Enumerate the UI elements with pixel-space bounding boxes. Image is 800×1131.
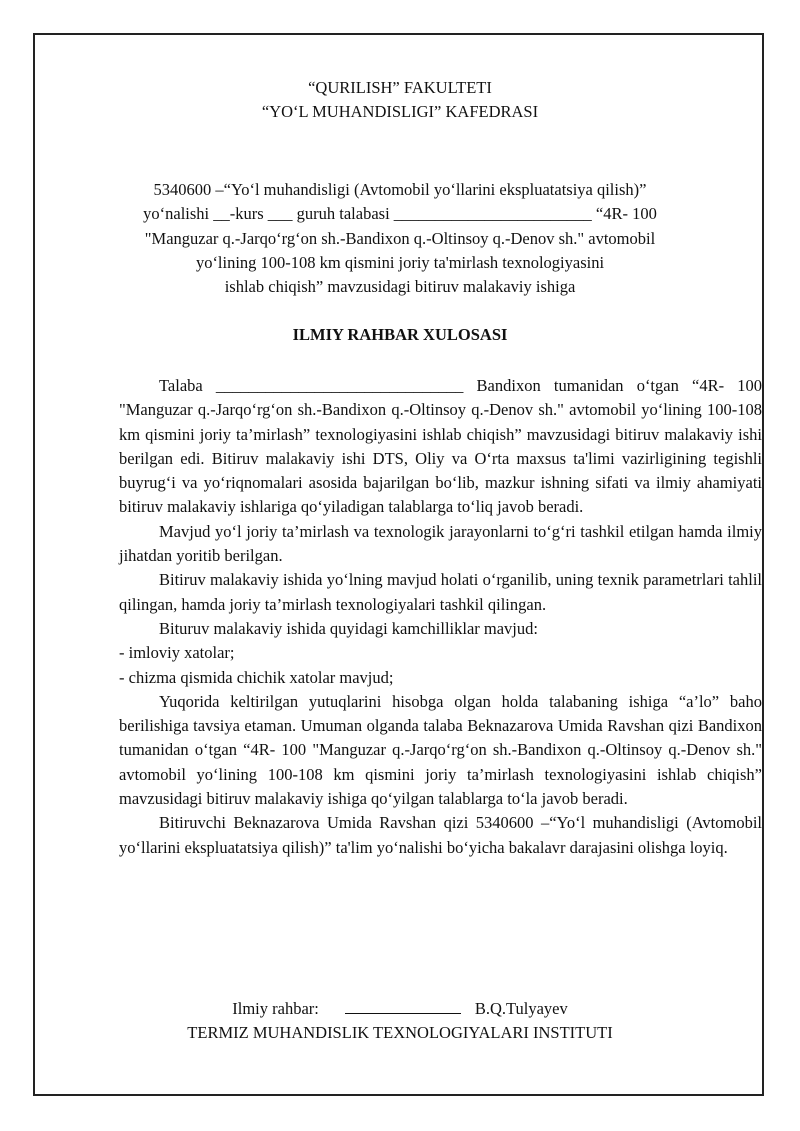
intro-line-4: yo‘lining 100-108 km qismini joriy ta'mirlash texnologiyasini — [195, 253, 605, 272]
paragraph-1: Talaba ______________________________ Bandixon tumanidan o‘tgan “4R- 100 "Manguzar q.-Jarqo‘rg‘on sh.-Bandixon q.-Oltinsoy q.-Denov sh." avtomobil yo‘lining 100-108 km qismini joriy ta’mirlash” texnologiyasini ishlab chiqish” mavzusidagi bitiruv malakaviy ishi berilgan edi. Bitiruv malakaviy ishi DTS, Oliy va O‘rta maxsus ta'limi vazirligining tegishli buyrug‘i va yo‘riqnomalari asosida bajarilgan bo‘lib, mazkur ishning sifati va ilmiy ahamiyati bitiruv malakaviy ishlariga qo‘yiladigan talablarga to‘liq javob beradi. — [119, 376, 762, 517]
paragraph-5: Yuqorida keltirilgan yutuqlarini hisobga olgan holda talabaning ishiga “a’lo” baho berilishiga tavsiya etaman. Umuman olganda talaba Beknazarova Umida Ravshan qizi Bandixon tumanidan o‘tgan “4R- 100 "Manguzar q.-Jarqo‘rg‘on sh.-Bandixon q.-Oltinsoy q.-Denov sh." avtomobil yo‘lining 100-108 km qismini joriy ta’mirlash texnologiyasini ishlab chiqish” mavzusidagi bitiruv malakaviy ishiga qo‘yilgan talablarga to‘la javob beradi. — [119, 691, 762, 809]
department-name: “YO‘L MUHANDISLIGI” KAFEDRASI — [261, 102, 539, 121]
paragraph-4: Bituruv malakaviy ishida quyidagi kamchilliklar mavjud: — [159, 618, 538, 638]
signature-name: B.Q.Tulyayev — [474, 999, 568, 1018]
faculty-name: “QURILISH” FAKULTETI — [308, 78, 492, 97]
document-title: ILMIY RAHBAR XULOSASI — [292, 325, 508, 344]
conclusion-body — [119, 374, 762, 860]
paragraph-6: Bitiruvchi Beknazarova Umida Ravshan qizi 5340600 –“Yo‘l muhandisligi (Avtomobil yo‘llarini ekspluatatsiya qilish)” ta'lim yo‘nalishi bo‘yicha bakalavr darajasini olishga loyiq. — [119, 813, 762, 857]
paragraph-3: Bitiruv malakaviy ishida yo‘lning mavjud holati o‘rganilib, uning texnik parametrlari tahlil qilingan, hamda joriy ta’mirlash texnologiyalari tashkil qilingan. — [119, 570, 762, 614]
bullet-2: - chizma qismida chichik xatolar mavjud; — [119, 667, 394, 687]
bullet-1: - imloviy xatolar; — [119, 643, 235, 663]
intro-line-3: "Manguzar q.-Jarqo‘rg‘on sh.-Bandixon q.-Oltinsoy q.-Denov sh." avtomobil — [144, 229, 656, 248]
paragraph-2: Mavjud yo‘l joriy ta’mirlash va texnologik jarayonlarni to‘g‘ri tashkil etilgan hamda ilmiy jihatdan yoritib berilgan. — [119, 521, 762, 566]
signature-block — [40, 997, 760, 1021]
institute-name: TERMIZ MUHANDISLIK TEXNOLOGIYALARI INSTITUTI — [187, 1023, 613, 1042]
intro-line-2: yo‘nalishi __-kurs ___ guruh talabasi ________________________ “4R- 100 — [143, 204, 657, 223]
intro-line-5: ishlab chiqish” mavzusidagi bitiruv malakaviy ishiga — [224, 277, 576, 296]
intro-line-1: 5340600 –“Yo‘l muhandisligi (Avtomobil yo‘llarini ekspluatatsiya qilish)” — [153, 180, 647, 199]
signature-label: Ilmiy rahbar: — [232, 999, 319, 1018]
signature-line — [345, 997, 461, 1014]
